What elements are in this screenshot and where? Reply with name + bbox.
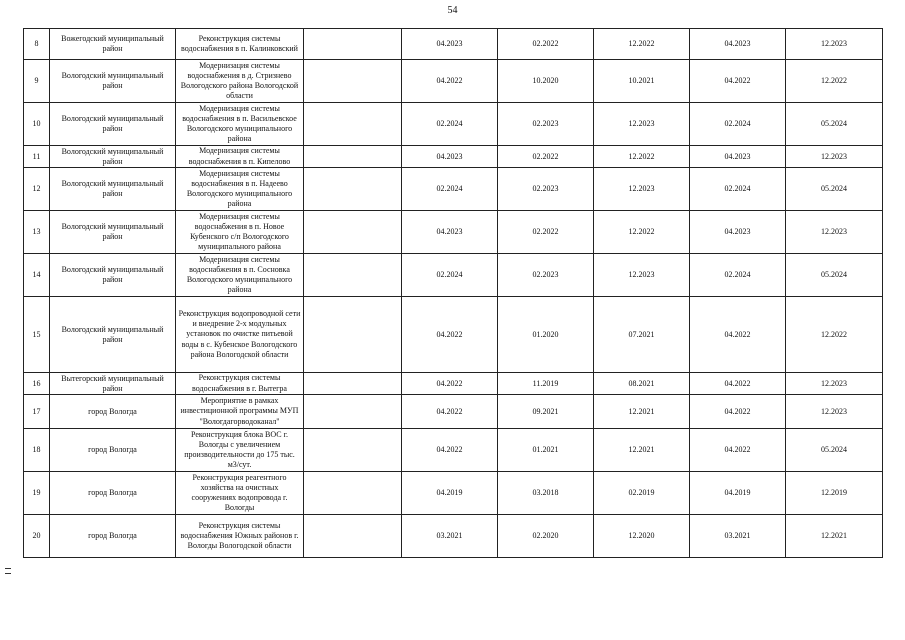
date-4-cell: 04.2022 — [690, 373, 786, 395]
description-cell: Мероприятие в рамках инвестиционной программы МУП "Вологдагорводоканал" — [176, 395, 304, 429]
date-3-cell: 12.2022 — [594, 211, 690, 254]
date-3-cell: 08.2021 — [594, 373, 690, 395]
extra-cell — [304, 29, 402, 60]
district-cell: город Вологда — [50, 472, 176, 515]
date-1-cell: 02.2024 — [402, 254, 498, 297]
date-3-cell: 12.2021 — [594, 395, 690, 429]
date-2-cell: 02.2023 — [498, 103, 594, 146]
row-number: 18 — [24, 429, 50, 472]
date-1-cell: 04.2023 — [402, 29, 498, 60]
date-1-cell: 04.2022 — [402, 297, 498, 373]
district-cell: Вологодский муниципальный район — [50, 146, 176, 168]
district-cell: Вытегорский муниципальный район — [50, 373, 176, 395]
date-1-cell: 04.2022 — [402, 395, 498, 429]
description-cell: Реконструкция системы водоснабжения в п. Калинковский — [176, 29, 304, 60]
district-cell: город Вологда — [50, 395, 176, 429]
description-cell: Реконструкция системы водоснабжения в г. Вытегра — [176, 373, 304, 395]
date-2-cell: 11.2019 — [498, 373, 594, 395]
date-2-cell: 02.2020 — [498, 515, 594, 558]
description-cell: Реконструкция реагентного хозяйства на очистных сооружениях водопровода г. Вологды — [176, 472, 304, 515]
district-cell: Вологодский муниципальный район — [50, 168, 176, 211]
district-cell: Вологодский муниципальный район — [50, 254, 176, 297]
date-5-cell: 12.2021 — [786, 515, 883, 558]
date-4-cell: 04.2023 — [690, 146, 786, 168]
row-number: 9 — [24, 60, 50, 103]
district-cell: Вожегодский муниципальный район — [50, 29, 176, 60]
district-cell: Вологодский муниципальный район — [50, 60, 176, 103]
extra-cell — [304, 254, 402, 297]
date-2-cell: 02.2023 — [498, 168, 594, 211]
district-cell: Вологодский муниципальный район — [50, 297, 176, 373]
date-4-cell: 04.2022 — [690, 297, 786, 373]
table-row — [24, 429, 883, 472]
description-cell: Модернизация системы водоснабжения в п. Надеево Вологодского муниципального района — [176, 168, 304, 211]
extra-cell — [304, 373, 402, 395]
date-2-cell: 02.2022 — [498, 146, 594, 168]
table-row — [24, 103, 883, 146]
row-number: 19 — [24, 472, 50, 515]
extra-cell — [304, 472, 402, 515]
date-3-cell: 12.2022 — [594, 29, 690, 60]
district-cell: Вологодский муниципальный район — [50, 211, 176, 254]
date-5-cell: 12.2023 — [786, 146, 883, 168]
extra-cell — [304, 429, 402, 472]
date-3-cell: 12.2022 — [594, 146, 690, 168]
date-1-cell: 04.2023 — [402, 146, 498, 168]
table-row — [24, 472, 883, 515]
extra-cell — [304, 395, 402, 429]
date-4-cell: 04.2023 — [690, 29, 786, 60]
extra-cell — [304, 103, 402, 146]
table-row — [24, 254, 883, 297]
date-3-cell: 12.2021 — [594, 429, 690, 472]
date-5-cell: 12.2023 — [786, 373, 883, 395]
table-row — [24, 373, 883, 395]
date-5-cell: 05.2024 — [786, 168, 883, 211]
description-cell: Реконструкция системы водоснабжения Южных районов г. Вологды Вологодской области — [176, 515, 304, 558]
table-row — [24, 211, 883, 254]
date-3-cell: 10.2021 — [594, 60, 690, 103]
date-4-cell: 03.2021 — [690, 515, 786, 558]
date-4-cell: 04.2022 — [690, 395, 786, 429]
date-5-cell: 12.2023 — [786, 395, 883, 429]
table-row — [24, 146, 883, 168]
date-1-cell: 04.2022 — [402, 60, 498, 103]
date-5-cell: 12.2023 — [786, 29, 883, 60]
date-2-cell: 03.2018 — [498, 472, 594, 515]
row-number: 15 — [24, 297, 50, 373]
date-5-cell: 05.2024 — [786, 103, 883, 146]
date-2-cell: 01.2020 — [498, 297, 594, 373]
date-1-cell: 02.2024 — [402, 168, 498, 211]
date-2-cell: 02.2022 — [498, 29, 594, 60]
row-number: 8 — [24, 29, 50, 60]
date-2-cell: 02.2022 — [498, 211, 594, 254]
table-row — [24, 29, 883, 60]
row-number: 16 — [24, 373, 50, 395]
description-cell: Реконструкция блока ВОС г. Вологды с увеличением производительности до 175 тыс. м3/сут. — [176, 429, 304, 472]
date-5-cell: 12.2022 — [786, 297, 883, 373]
row-number: 13 — [24, 211, 50, 254]
extra-cell — [304, 211, 402, 254]
date-4-cell: 04.2022 — [690, 60, 786, 103]
date-3-cell: 02.2019 — [594, 472, 690, 515]
margin-mark — [5, 568, 11, 580]
date-2-cell: 10.2020 — [498, 60, 594, 103]
date-1-cell: 04.2023 — [402, 211, 498, 254]
table-row — [24, 395, 883, 429]
date-1-cell: 02.2024 — [402, 103, 498, 146]
date-4-cell: 04.2019 — [690, 472, 786, 515]
date-5-cell: 12.2019 — [786, 472, 883, 515]
row-number: 20 — [24, 515, 50, 558]
district-cell: город Вологда — [50, 515, 176, 558]
date-2-cell: 09.2021 — [498, 395, 594, 429]
date-1-cell: 03.2021 — [402, 515, 498, 558]
extra-cell — [304, 515, 402, 558]
date-1-cell: 04.2019 — [402, 472, 498, 515]
extra-cell — [304, 297, 402, 373]
date-4-cell: 02.2024 — [690, 254, 786, 297]
date-3-cell: 07.2021 — [594, 297, 690, 373]
date-3-cell: 12.2023 — [594, 254, 690, 297]
table-row — [24, 297, 883, 373]
date-3-cell: 12.2020 — [594, 515, 690, 558]
date-2-cell: 01.2021 — [498, 429, 594, 472]
table-row — [24, 60, 883, 103]
date-1-cell: 04.2022 — [402, 373, 498, 395]
date-4-cell: 04.2022 — [690, 429, 786, 472]
date-3-cell: 12.2023 — [594, 168, 690, 211]
table-row — [24, 515, 883, 558]
row-number: 10 — [24, 103, 50, 146]
description-cell: Реконструкция водопроводной сети и внедрение 2-х модульных установок по очистке питьевой воды в с. Кубенское Вологодского района Вологодской области — [176, 297, 304, 373]
date-5-cell: 12.2022 — [786, 60, 883, 103]
date-4-cell: 02.2024 — [690, 168, 786, 211]
date-5-cell: 05.2024 — [786, 254, 883, 297]
description-cell: Модернизация системы водоснабжения в д. Стризнево Вологодского района Вологодской области — [176, 60, 304, 103]
row-number: 12 — [24, 168, 50, 211]
schedule-table — [23, 28, 883, 558]
date-4-cell: 04.2023 — [690, 211, 786, 254]
row-number: 17 — [24, 395, 50, 429]
date-5-cell: 12.2023 — [786, 211, 883, 254]
date-4-cell: 02.2024 — [690, 103, 786, 146]
extra-cell — [304, 146, 402, 168]
description-cell: Модернизация системы водоснабжения в п. Кипелово — [176, 146, 304, 168]
date-2-cell: 02.2023 — [498, 254, 594, 297]
district-cell: Вологодский муниципальный район — [50, 103, 176, 146]
page-number: 54 — [447, 5, 458, 16]
extra-cell — [304, 60, 402, 103]
date-3-cell: 12.2023 — [594, 103, 690, 146]
description-cell: Модернизация системы водоснабжения в п. Новое Кубенского с/п Вологодского муниципального района — [176, 211, 304, 254]
extra-cell — [304, 168, 402, 211]
table-row — [24, 168, 883, 211]
date-1-cell: 04.2022 — [402, 429, 498, 472]
description-cell: Модернизация системы водоснабжения в п. Сосновка Вологодского муниципального района — [176, 254, 304, 297]
district-cell: город Вологда — [50, 429, 176, 472]
date-5-cell: 05.2024 — [786, 429, 883, 472]
table-body — [24, 29, 883, 558]
row-number: 14 — [24, 254, 50, 297]
row-number: 11 — [24, 146, 50, 168]
description-cell: Модернизация системы водоснабжения в п. Васильевское Вологодского муниципального района — [176, 103, 304, 146]
